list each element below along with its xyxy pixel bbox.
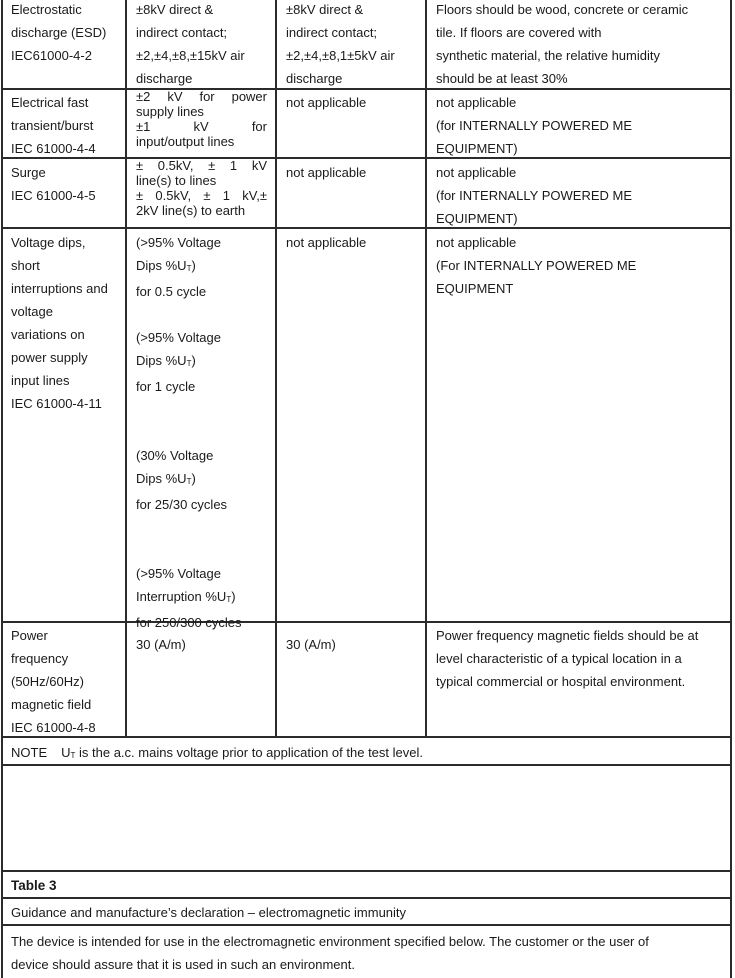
row-voltage-dips-compliance-level — [286, 231, 421, 254]
cell-text: Power frequency magnetic fields should be at — [436, 628, 699, 643]
cell-text: (>95% Voltage — [136, 566, 221, 581]
cell-text: (For INTERNALLY POWERED ME — [436, 258, 637, 273]
cell-text: variations on — [11, 327, 85, 342]
cell-text: ±8kV direct & — [286, 2, 364, 17]
cell-text — [136, 349, 272, 375]
cell-text: voltage — [11, 304, 53, 319]
cell-text: not applicable — [286, 95, 367, 110]
cell-text: for 25/30 cycles — [136, 497, 228, 512]
subscript: T — [186, 477, 192, 486]
cell-text: IEC 61000-4-5 — [11, 188, 96, 203]
cell-text: 30 (A/m) — [286, 637, 336, 652]
note-label: NOTE — [11, 745, 48, 760]
cell-text: IEC 61000-4-11 — [11, 396, 102, 411]
subscript: T — [186, 264, 192, 273]
cell-text: Voltage dips, — [11, 235, 86, 250]
row-esd-compliance-level — [286, 0, 421, 90]
cell-text: for 0.5 cycle — [136, 284, 207, 299]
cell-text — [136, 254, 272, 280]
cell-text: (>95% Voltage — [136, 235, 221, 250]
cell-text: not applicable — [436, 235, 517, 250]
cell-text: magnetic field — [11, 697, 92, 712]
subscript: T — [70, 751, 76, 760]
row-divider — [1, 924, 732, 926]
cell-text: should be at least 30% — [436, 71, 568, 86]
cell-text: level characteristic of a typical location in a — [436, 651, 682, 666]
row-power-frequency-phenomenon — [11, 624, 123, 739]
subscript: T — [186, 359, 192, 368]
cell-text: ± 0.5kV, ± 1 kV,± — [136, 188, 267, 203]
row-eft-guidance — [436, 91, 728, 160]
table3-intro — [11, 930, 726, 976]
text: Dips %U — [136, 258, 187, 273]
spacer — [136, 421, 272, 444]
note-text: is the a.c. mains voltage prior to application of the test level. — [75, 745, 423, 760]
row-eft-test-level — [136, 89, 267, 149]
cell-text: (for INTERNALLY POWERED ME — [436, 188, 632, 203]
text: Dips %U — [136, 471, 187, 486]
cell-text: ± 0.5kV, ± 1 kV — [136, 158, 267, 173]
row-voltage-dips-test-level — [136, 231, 272, 634]
cell-text: discharge — [286, 71, 343, 86]
cell-text: line(s) to lines — [136, 173, 217, 188]
cell-text: not applicable — [436, 95, 517, 110]
cell-text: indirect contact; — [286, 25, 378, 40]
subscript: T — [226, 595, 232, 604]
row-power-frequency-guidance — [436, 624, 728, 693]
cell-text: EQUIPMENT) — [436, 141, 518, 156]
text: ) — [191, 471, 196, 486]
cell-text: ±2 kV for power — [136, 89, 267, 104]
row-surge-compliance-level — [286, 161, 421, 184]
spacer — [136, 516, 272, 539]
row-voltage-dips-phenomenon — [11, 231, 123, 415]
cell-text — [136, 585, 272, 611]
cell-text: (50Hz/60Hz) — [11, 674, 84, 689]
cell-text: Floors should be wood, concrete or ceramic — [436, 2, 689, 17]
cell-text: interruptions and — [11, 281, 108, 296]
cell-text — [136, 467, 272, 493]
table3-title: Table 3 — [11, 878, 57, 893]
row-power-frequency-test-level — [136, 633, 271, 656]
row-surge-test-level — [136, 158, 267, 218]
cell-text: IEC 61000-4-4 — [11, 141, 96, 156]
cell-text: power supply — [11, 350, 88, 365]
cell-text: not applicable — [286, 165, 367, 180]
column-divider-2 — [275, 0, 277, 738]
cell-text: discharge — [136, 71, 193, 86]
row-eft-compliance-level — [286, 91, 421, 114]
row-esd-guidance — [436, 0, 728, 90]
row-power-frequency-compliance-level — [286, 633, 421, 656]
cell-text: ±2,±4,±8,±15kV air — [136, 48, 245, 63]
spacer — [136, 539, 272, 562]
text: Interruption %U — [136, 589, 227, 604]
cell-text: 2kV line(s) to earth — [136, 203, 246, 218]
cell-text: Electrostatic — [11, 2, 82, 17]
cell-text: IEC61000-4-2 — [11, 48, 92, 63]
table-note — [11, 745, 721, 760]
cell-text: for 250/300 cycles — [136, 615, 242, 630]
cell-text: typical commercial or hospital environment. — [436, 674, 686, 689]
cell-text: discharge (ESD) — [11, 25, 107, 40]
spacer — [136, 398, 272, 421]
cell-text: supply lines — [136, 104, 204, 119]
cell-text: (for INTERNALLY POWERED ME — [436, 118, 632, 133]
cell-text: EQUIPMENT) — [436, 211, 518, 226]
row-divider — [1, 870, 732, 872]
cell-text: indirect contact; — [136, 25, 228, 40]
table3-subtitle: Guidance and manufacture’s declaration – electromagnetic immunity — [11, 905, 407, 920]
cell-text: input/output lines — [136, 134, 235, 149]
row-divider — [1, 621, 732, 623]
cell-text: not applicable — [436, 165, 517, 180]
column-divider-1 — [125, 0, 127, 738]
spacer — [136, 303, 272, 326]
table-border-right — [730, 0, 732, 978]
text: ) — [231, 589, 236, 604]
table-border-left — [1, 0, 3, 978]
intro-text: device should assure that it is used in such an environment. — [11, 957, 355, 972]
text: ) — [191, 258, 196, 273]
note-symbol: U — [61, 745, 71, 760]
cell-text: input lines — [11, 373, 70, 388]
column-divider-3 — [425, 0, 427, 738]
cell-text: ±8kV direct & — [136, 2, 214, 17]
cell-text: tile. If floors are covered with — [436, 25, 602, 40]
row-divider — [1, 897, 732, 899]
cell-text: ±2,±4,±8,1±5kV air — [286, 48, 395, 63]
cell-text: 30 (A/m) — [136, 637, 186, 652]
row-voltage-dips-guidance — [436, 231, 728, 300]
cell-text: not applicable — [286, 235, 367, 250]
cell-text: ±1 kV for — [136, 119, 267, 134]
cell-text: transient/burst — [11, 118, 94, 133]
text: Dips %U — [136, 353, 187, 368]
cell-text: (30% Voltage — [136, 448, 214, 463]
cell-text: Power — [11, 628, 48, 643]
row-eft-phenomenon — [11, 91, 121, 160]
cell-text: frequency — [11, 651, 69, 666]
cell-text: Surge — [11, 165, 46, 180]
cell-text: EQUIPMENT — [436, 281, 514, 296]
cell-text: Electrical fast — [11, 95, 89, 110]
row-divider — [1, 764, 732, 766]
row-surge-phenomenon — [11, 161, 121, 207]
cell-text: IEC 61000-4-8 — [11, 720, 96, 735]
cell-text: synthetic material, the relative humidity — [436, 48, 660, 63]
row-surge-guidance — [436, 161, 728, 230]
cell-text: short — [11, 258, 40, 273]
cell-text: for 1 cycle — [136, 379, 196, 394]
cell-text: (>95% Voltage — [136, 330, 221, 345]
text: ) — [191, 353, 196, 368]
intro-text: The device is intended for use in the electromagnetic environment specified below. The customer or the user of — [11, 934, 649, 949]
row-esd-phenomenon — [11, 0, 121, 67]
row-esd-test-level — [136, 0, 271, 90]
